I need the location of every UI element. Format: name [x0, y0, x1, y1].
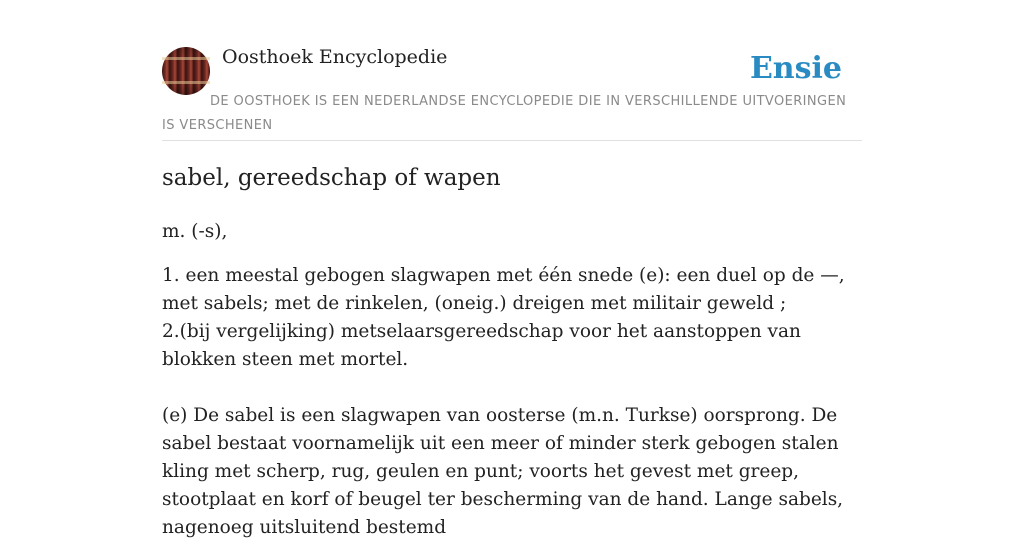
entry-content [162, 160, 862, 558]
source-description: DE OOSTHOEK IS EEN NEDERLANDSE ENCYCLOPEDIE DIE IN VERSCHILLENDE UITVOERINGEN IS VERSCHENEN [162, 94, 847, 133]
header [162, 44, 862, 141]
entry-explanation: (e) De sabel is een slagwapen van oosterse (m.n. Turkse) oorsprong. De sabel bestaat voornamelijk uit een meer of minder sterk gebogen stalen kling met scherp, rug, geulen en punt; voorts het gevest met greep, stootplaat en korf of beugel ter bescherming van de hand. Lange sabels, nagenoeg uitsluitend bestemd [162, 405, 844, 538]
entry-grammar: m. (-s), [162, 221, 228, 242]
entry-definition-2: 2.(bij vergelijking) metselaarsgereedschap voor het aanstoppen van blokken steen met mortel. [162, 321, 801, 370]
entry-definition-1: 1. een meestal gebogen slagwapen met één snede (e): een duel op de —, met sabels; met de rinkelen, (oneig.) dreigen met militair geweld ; [162, 265, 845, 314]
brand-logo-link[interactable]: Ensie [749, 51, 842, 86]
entry-title: sabel, gereedschap of wapen [162, 165, 501, 191]
encyclopedia-books-icon[interactable] [162, 47, 210, 95]
source-title-link[interactable]: Oosthoek Encyclopedie [222, 46, 448, 68]
